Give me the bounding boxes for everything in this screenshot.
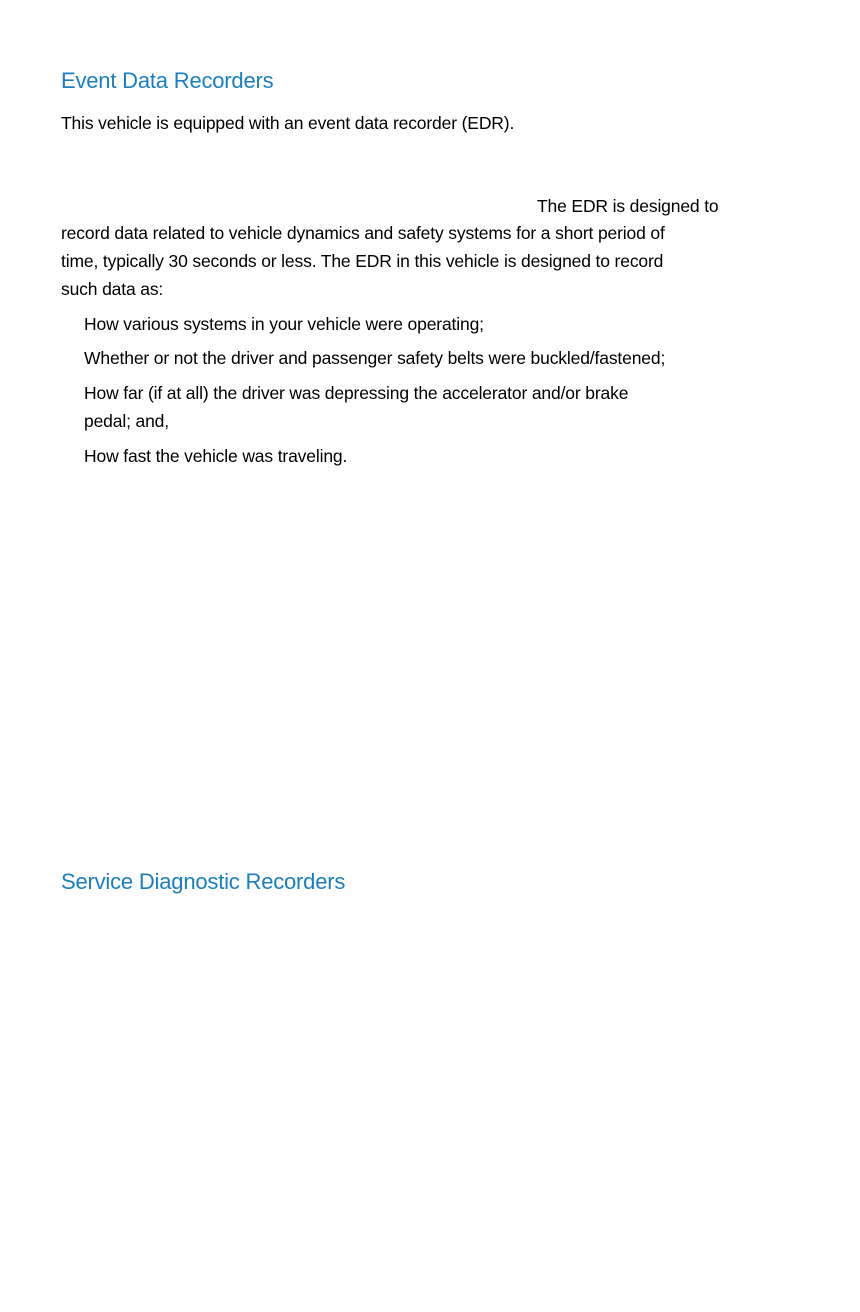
list-item: How fast the vehicle was traveling. (84, 446, 348, 466)
section-heading-service-diagnostic-recorders: Service Diagnostic Recorders (61, 869, 346, 894)
list-item: Whether or not the driver and passenger safety belts were buckled/fastened; (84, 348, 666, 368)
paragraph-fragment: The EDR is designed to (537, 196, 719, 216)
paragraph-line: such data as: (61, 279, 164, 299)
section-heading-event-data-recorders: Event Data Recorders (61, 68, 274, 93)
list-item: How various systems in your vehicle were operating; (84, 314, 484, 334)
intro-sentence: This vehicle is equipped with an event data recorder (EDR). (61, 113, 515, 133)
paragraph-line: time, typically 30 seconds or less. The EDR in this vehicle is designed to record (61, 251, 664, 271)
list-item-continuation: pedal; and, (84, 411, 169, 431)
list-item: How far (if at all) the driver was depressing the accelerator and/or brake (84, 383, 629, 403)
paragraph-line: record data related to vehicle dynamics and safety systems for a short period of (61, 223, 665, 243)
